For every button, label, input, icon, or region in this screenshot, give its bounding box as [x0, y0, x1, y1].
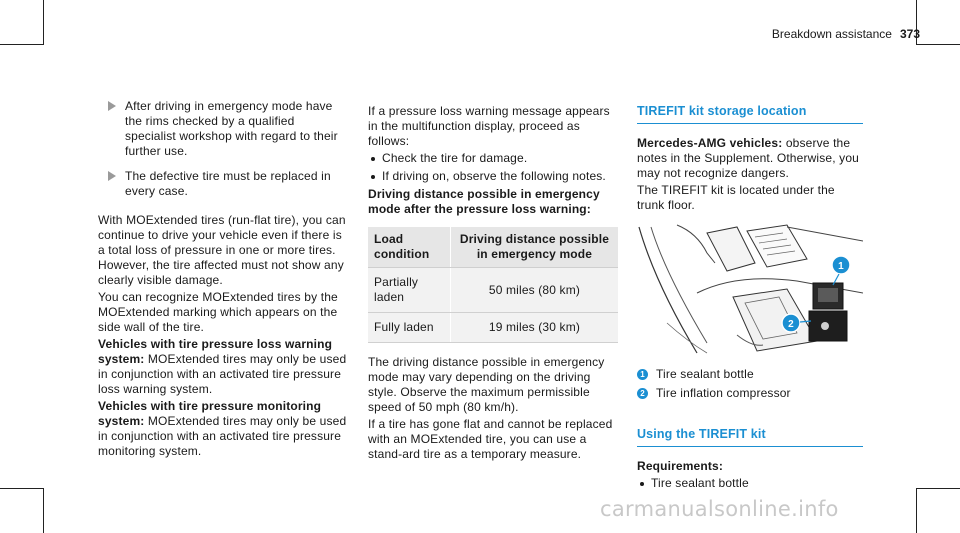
paragraph: [637, 136, 863, 181]
step-item: [98, 99, 348, 159]
bullet-text: Tire sealant bottle: [651, 476, 749, 490]
paragraph-text: observe the notes in the Supplement. Otherwise, you may not recognize dangers.: [637, 136, 859, 180]
section-title: TIREFIT kit storage location: [637, 104, 863, 124]
bullet-item: [368, 151, 618, 166]
section-name: Breakdown assistance: [771, 27, 892, 41]
page-number: 373: [899, 27, 920, 41]
left-column: [98, 99, 348, 461]
table-cell: Fully laden: [368, 313, 450, 343]
subheading: Requirements:: [637, 459, 723, 473]
table-row: [368, 313, 618, 343]
column-header: Driving distance possible in emergency mode: [450, 227, 618, 268]
bullet-item: [637, 476, 863, 491]
table-cell: Partially laden: [368, 268, 450, 313]
table-cell: 19 miles (30 km): [450, 313, 618, 343]
table-cell: 50 miles (80 km): [450, 268, 618, 313]
step-text: The defective tire must be replaced in every case.: [125, 169, 331, 198]
bullet-dot: [640, 482, 644, 486]
callout-2-label: 2: [788, 319, 794, 330]
crop-mark: [0, 488, 44, 489]
bullet-text: If driving on, observe the following notes.: [382, 169, 606, 183]
crop-mark: [0, 44, 44, 45]
paragraph: If a pressure loss warning message appears in the multifunction display, proceed as follows:: [368, 104, 610, 148]
crop-mark: [916, 44, 960, 45]
middle-column: [368, 104, 618, 464]
section-title: Using the TIREFIT kit: [637, 427, 863, 447]
watermark-text: carmanualsonline.info: [600, 497, 839, 521]
arrow-icon: [108, 101, 116, 111]
paragraph: The TIREFIT kit is located under the trunk floor.: [637, 183, 835, 212]
label: Vehicles with tire pressure monitoring system:: [98, 399, 322, 428]
legend-label: Tire sealant bottle: [656, 367, 754, 381]
callout-1-label: 1: [838, 261, 844, 272]
bullet-dot: [371, 175, 375, 179]
bullet-text: Check the tire for damage.: [382, 151, 528, 165]
legend-item: [637, 386, 863, 401]
legend-number: 2: [637, 388, 648, 399]
column-header: Load condition: [368, 227, 450, 268]
subheading: Driving distance possible in emergency mode after the pressure loss warning:: [368, 187, 600, 216]
step-text: After driving in emergency mode have the rims checked by a qualified specialist workshop with regard to their further use.: [125, 99, 338, 158]
crop-mark: [916, 488, 960, 489]
label: Mercedes-AMG vehicles:: [637, 136, 783, 150]
bullet-item: [368, 169, 618, 184]
table-header-row: [368, 227, 618, 268]
label: Vehicles with tire pressure loss warning system:: [98, 337, 333, 366]
table-row: [368, 268, 618, 313]
crop-mark: [916, 488, 917, 533]
bullet-dot: [371, 157, 375, 161]
step-item: [98, 169, 348, 199]
paragraph: The driving distance possible in emergency mode may vary depending on the driving style. Observe the maximum permissible speed of 50 mph (80 km/h).: [368, 355, 605, 414]
trunk-illustration: [637, 223, 863, 357]
paragraph-text: MOExtended tires may only be used in conjunction with an activated tire pressure monitoring system.: [98, 414, 347, 458]
legend-item: [637, 367, 863, 382]
crop-mark: [43, 0, 44, 45]
right-column: [637, 104, 863, 494]
crop-mark: [43, 488, 44, 533]
paragraph: If a tire has gone flat and cannot be replaced with an MOExtended tire, you can use a stand-ard tire as a temporary measure.: [368, 417, 613, 461]
arrow-icon: [108, 171, 116, 181]
running-header: [772, 27, 920, 41]
paragraph: You can recognize MOExtended tires by the MOExtended marking which appears on the side wall of the tire.: [98, 290, 338, 334]
paragraph: [98, 337, 348, 397]
distance-table: [368, 227, 618, 343]
paragraph: [98, 399, 348, 459]
paragraph-text: MOExtended tires may only be used in conjunction with an activated tire pressure loss warning system.: [98, 352, 347, 396]
legend-number: 1: [637, 369, 648, 380]
paragraph: With MOExtended tires (run-flat tire), you can continue to drive your vehicle even if there is a total loss of pressure in one or more tires. However, the tire affected must not show any clearly visible damage.: [98, 213, 346, 287]
legend-label: Tire inflation compressor: [656, 386, 791, 400]
